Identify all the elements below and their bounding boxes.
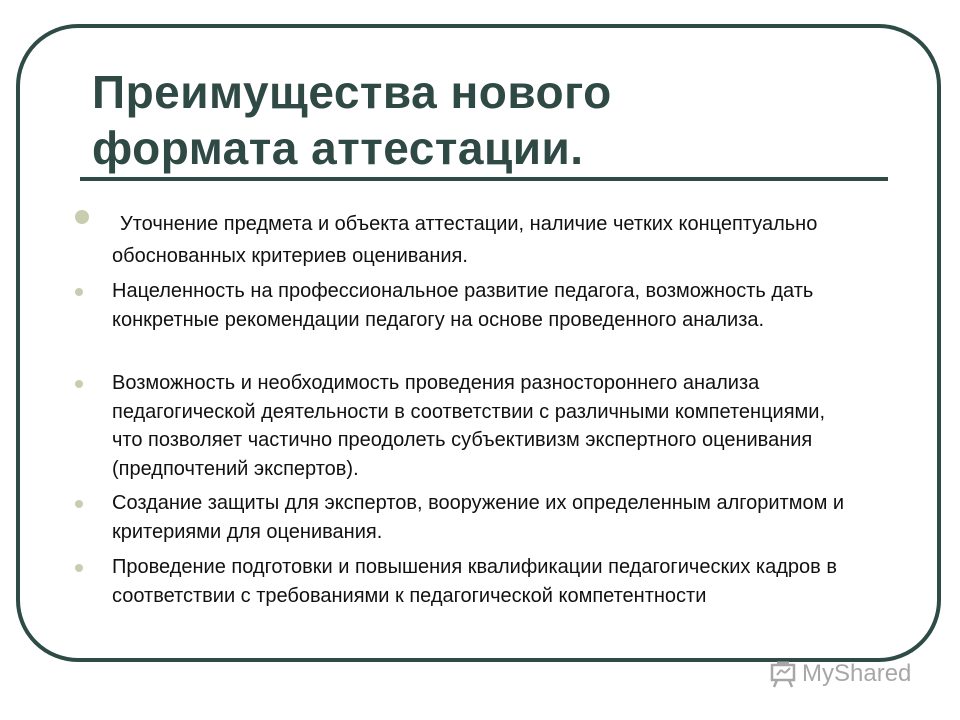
- bullet-text: Нацеленность на профессиональное развитие педагога, возможность дать конкретные рекомендации педагогу на основе проведенного анализа.: [112, 280, 814, 331]
- bullet-text: Создание защиты для экспертов, вооружение их определенным алгоритмом и критериями для оценивания.: [112, 492, 845, 543]
- bullet-icon: [75, 288, 83, 296]
- bullet-item-1: [112, 208, 852, 272]
- bullet-icon: [75, 380, 83, 388]
- presentation-board-icon: [768, 659, 798, 689]
- title-line-1: Преимущества нового: [92, 66, 612, 118]
- title-line-2: формата аттестации.: [92, 122, 584, 174]
- bullet-icon: [75, 210, 89, 224]
- bullet-item-2: [112, 277, 852, 334]
- bullet-text: Уточнение предмета и объекта аттестации, наличие четких концептуально обоснованных критериев оценивания.: [112, 213, 818, 267]
- title-underline: [80, 177, 888, 181]
- bullet-item-4: [112, 489, 852, 546]
- watermark-text: MyShared: [802, 660, 912, 687]
- bullet-text: Возможность и необходимость проведения разностороннего анализа педагогической деятельности в соответствии с различными компетенциями, что позволяет частично преодолеть субъективизм экспертного оценивания (предпочтений экспертов).: [112, 372, 825, 480]
- slide-title: [92, 64, 612, 176]
- bullet-icon: [75, 500, 83, 508]
- watermark: [768, 657, 911, 691]
- bullet-item-5: [112, 553, 852, 610]
- bullet-text: Проведение подготовки и повышения квалификации педагогических кадров в соответствии с требованиями к педагогической компетентности: [112, 556, 837, 607]
- bullet-item-3: [112, 369, 852, 483]
- bullet-icon: [75, 564, 83, 572]
